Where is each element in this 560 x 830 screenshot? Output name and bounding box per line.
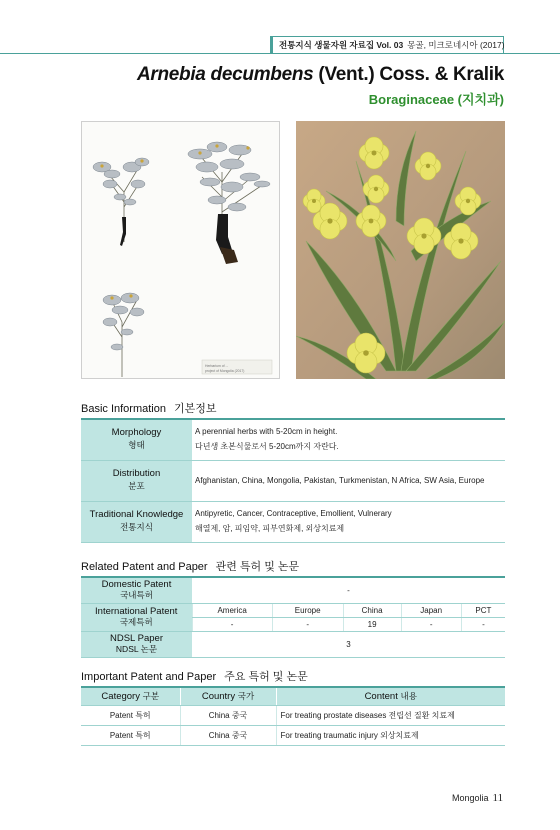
country-header: Country 국가 xyxy=(180,687,276,705)
ndsl-paper-label: NDSL Paper NDSL 논문 xyxy=(81,631,192,657)
basic-info-title-ko: 기본정보 xyxy=(173,403,217,415)
row2-country: China 중국 xyxy=(180,725,276,745)
scientific-name: Arnebia decumbens xyxy=(136,64,314,85)
traditional-knowledge-value: Antipyretic, Cancer, Contraceptive, Emollient, Vulnerary 해열제, 암, 피임약, 피부연화제, 외상치료제 xyxy=(192,501,505,542)
category-header: Category 구분 xyxy=(81,687,180,705)
herbarium-label-line1: Herbarium of ... xyxy=(205,364,229,368)
related-patent-table xyxy=(81,576,505,658)
species-title xyxy=(137,64,504,86)
distribution-value: Afghanistan, China, Mongolia, Pakistan, Turkmenistan, N Africa, SW Asia, Europe xyxy=(192,460,505,501)
row1-country: China 중국 xyxy=(180,705,276,725)
page-footer xyxy=(452,792,503,804)
related-title: Related Patent and Paper xyxy=(81,561,208,573)
region-china: China xyxy=(343,603,401,617)
morphology-label: Morphology 형태 xyxy=(81,419,192,460)
international-regions-row xyxy=(81,603,505,617)
important-row xyxy=(81,705,505,725)
series-title: 전통지식 생물자원 자료집 Vol. 03 xyxy=(279,40,404,50)
value-japan: - xyxy=(401,617,461,631)
important-title: Important Patent and Paper xyxy=(81,671,217,683)
plant-photo-illustration xyxy=(296,121,505,379)
basic-info-table xyxy=(81,418,505,543)
region-pct: PCT xyxy=(461,603,505,617)
important-patent-table xyxy=(81,686,505,746)
distribution-label: Distribution 분포 xyxy=(81,460,192,501)
domestic-patent-value: - xyxy=(192,577,505,603)
page-header xyxy=(270,36,504,54)
value-pct: - xyxy=(461,617,505,631)
important-header-row xyxy=(81,687,505,705)
value-america: - xyxy=(192,617,272,631)
related-title-ko: 관련 특허 및 논문 xyxy=(215,561,300,573)
herbarium-specimen-image xyxy=(81,121,280,379)
content-header: Content 내용 xyxy=(276,687,505,705)
domestic-patent-row xyxy=(81,577,505,603)
important-row xyxy=(81,725,505,745)
herbarium-illustration xyxy=(82,122,280,379)
region-america: America xyxy=(192,603,272,617)
row1-category: Patent 특허 xyxy=(81,705,180,725)
family-name: Boraginaceae (지치과) xyxy=(368,92,504,107)
herbarium-label-line2: project of Mongolia (2017) xyxy=(205,369,245,373)
row1-content: For treating prostate diseases 전립선 질환 치료제 xyxy=(276,705,505,725)
basic-info-title: Basic Information xyxy=(81,403,166,415)
live-plant-photo xyxy=(296,121,505,379)
info-row-traditional-knowledge xyxy=(81,501,505,542)
basic-info-heading xyxy=(81,400,217,416)
ndsl-paper-row xyxy=(81,631,505,657)
header-rule xyxy=(0,53,560,54)
traditional-knowledge-label: Traditional Knowledge 전통지식 xyxy=(81,501,192,542)
morphology-value: A perennial herbs with 5-20cm in height. 다년생 초본식물로서 5-20cm까지 자란다. xyxy=(192,419,505,460)
ndsl-paper-value: 3 xyxy=(192,631,505,657)
info-row-morphology xyxy=(81,419,505,460)
value-europe: - xyxy=(272,617,343,631)
domestic-patent-label: Domestic Patent 국내특허 xyxy=(81,577,192,603)
region-japan: Japan xyxy=(401,603,461,617)
international-patent-label: International Patent 국제특허 xyxy=(81,603,192,631)
important-heading xyxy=(81,668,308,684)
row2-content: For treating traumatic injury 외상치료제 xyxy=(276,725,505,745)
region-europe: Europe xyxy=(272,603,343,617)
important-title-ko: 주요 특허 및 논문 xyxy=(224,671,308,683)
series-subtitle: 몽골, 미크로네시아 (2017) xyxy=(407,40,505,50)
species-authority: (Vent.) Coss. & Kralik xyxy=(313,64,504,85)
row2-category: Patent 특허 xyxy=(81,725,180,745)
page-number: 11 xyxy=(492,792,504,804)
value-china: 19 xyxy=(343,617,401,631)
related-heading xyxy=(81,558,299,574)
info-row-distribution xyxy=(81,460,505,501)
footer-country: Mongolia xyxy=(452,793,489,803)
